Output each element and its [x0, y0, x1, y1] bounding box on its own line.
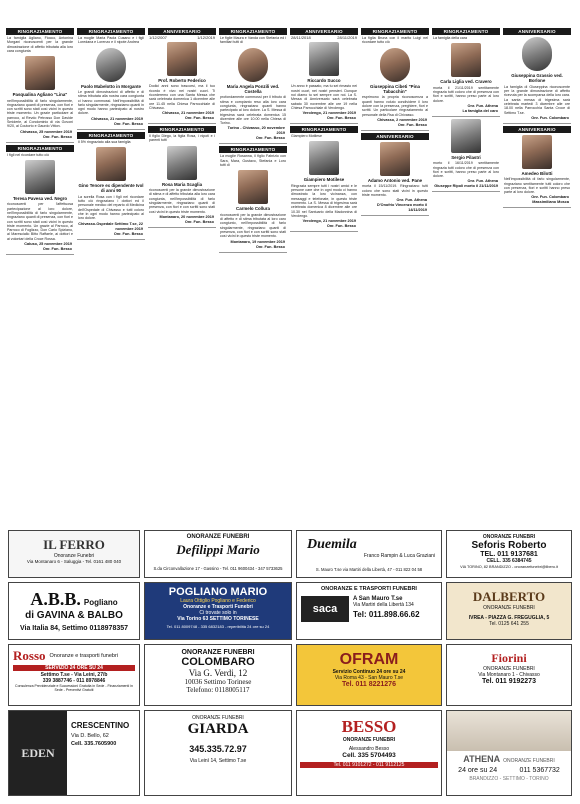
date-start: 28/11/2018: [291, 35, 311, 40]
notice-header: RINGRAZIAMENTO: [148, 126, 216, 133]
ad-name: COLOMBARO: [181, 656, 255, 668]
obituary-notice: [6, 28, 74, 143]
ad-title: IL FERRO: [43, 537, 105, 552]
date-bar: [148, 35, 216, 40]
funeral-home: Onr. Fun. Besso: [113, 121, 143, 126]
ad-heading: [9, 648, 139, 664]
funeral-home: Massimiliano Mosca: [532, 200, 569, 205]
ad-title: ONORANZE E TRASPORTI FUNEBRI: [321, 586, 417, 592]
ad-address: Via Leinì 14, Settimo T.se: [189, 758, 247, 764]
ad-eden: [8, 710, 140, 796]
portrait-photo: [25, 56, 55, 90]
funeral-home: Onr. Fun. Besso: [42, 247, 72, 252]
ad-subtitle: ONORANZE FUNEBRI: [503, 758, 555, 764]
notice-place-date: Onr. Fun. Athena: [467, 179, 498, 184]
funeral-home: Onr. Fun. Besso: [42, 134, 72, 139]
ad-line3: Ci trovate solo in: [199, 610, 237, 616]
ad-phone: Tel. 011 8221276: [342, 681, 396, 688]
notice-body: riconoscenti per l'affettuosa partecipazione al loro dolore, nell'impossibilità di farlo singolarmente, ringraziano quanti di presenza, con fiori e con scritti sono stati così vicini in questo triste momento. Un grazie al Parroco, al Parroco di Foglizzo, Don Carlo Spiziano, al Maresciallo Bitto Raffaele, ai dottori e ai volontari della Croce Rossa.: [7, 202, 73, 241]
ad-line1: Laura Ottiglio Pogliano e Federico: [180, 598, 256, 604]
ad-title: Onoranze e trasporti funebri: [49, 653, 118, 659]
ad-text: [349, 596, 441, 622]
ad-subtitle: ONORANZE FUNEBRI: [342, 737, 396, 743]
portrait-photo: [96, 48, 126, 82]
obituary-column: [148, 28, 216, 528]
notice-place-date: Onr. Fun. Colombaro: [531, 115, 569, 120]
ad-line2: Onoranze e Trasporti Funebri: [183, 604, 253, 610]
funeral-home: Onr. Fun. Besso: [326, 224, 356, 229]
notice-body: La sorella Rosa con i figli nel ricordare tutto ciò ringraziano i dottori ed il personale medico del reparto di Medicina dell'Ospedale di Chivasso e tutti coloro che in ogni modo hanno partecipato al loro dolore.: [78, 194, 144, 221]
obituary-notice: [503, 126, 571, 209]
ad-pogliano-mario: [144, 582, 292, 640]
funeral-home: Onr. Fun. Besso: [255, 136, 285, 141]
notice-intro: Il 5% ringraziato alla sua famiglia: [78, 139, 131, 144]
ad-title: ONORANZE FUNEBRI: [482, 534, 536, 540]
ad-title: ONORANZE FUNEBRI: [186, 534, 250, 540]
notice-place-date: Montanaro, 19 novembre 2019: [230, 239, 285, 244]
ad-address: Via Montanaro 1 - Chivasso: [478, 672, 540, 678]
deceased-name: Paolo Mabelotto in Morgante: [80, 83, 141, 89]
notice-header: RINGRAZIAMENTO: [219, 146, 287, 153]
notice-header: RINGRAZIAMENTO: [432, 28, 500, 35]
obituary-notice: [219, 146, 287, 252]
ad-line4: Via Torino 63 SETTIMO TORINESE: [177, 616, 259, 622]
ad-address: S.da Circonvallazione 17 - Gassino - Tel. 011 9600434 - 347 5733625: [153, 565, 283, 571]
ad-fiorini: [446, 644, 572, 706]
ad-colombaro: [144, 644, 292, 706]
ad-il-ferro: [8, 530, 140, 578]
ad-defilippi: [144, 530, 292, 578]
obituary-notice: [432, 119, 500, 193]
ad-phone: Cell. 335 5704493: [342, 752, 396, 759]
ad-title: POGLIANO MARIO: [168, 586, 268, 598]
deceased-name: Adamo Antonio ved. Pane: [367, 177, 423, 183]
deceased-name: Giuseppina Cibeti "Pina Tabacchin": [370, 83, 420, 94]
ad-ofram: [296, 644, 442, 706]
ad-name: Defilippi Mario: [176, 541, 260, 557]
obituary-notice: [77, 132, 145, 240]
portrait-photo: [167, 146, 197, 180]
ad-address: VIA TORINO, 82 BRANDIZZO - onoranzefunebri@libero.it: [460, 565, 558, 569]
ad-title: DALBERTO: [472, 589, 546, 604]
funeral-home: Onr. Fun. Besso: [255, 244, 285, 249]
ad-address: Via G. Verdi, 12: [188, 668, 248, 678]
ad-subtitle: Onoranze Funebri: [53, 553, 95, 559]
date-end: 1/12/2019: [197, 35, 215, 40]
obituary-notice: [361, 133, 429, 216]
ad-address: Via Roma 43 - San Mauro T.se: [334, 675, 404, 681]
date-start: 1/12/2007: [149, 35, 167, 40]
portrait-photo: [96, 147, 126, 181]
ad-address: Via Montanaro 6 - Saluggia - Tel. 0161 480 040: [26, 559, 122, 564]
ad-address: Via Italia 84, Settimo 0118978357: [19, 625, 129, 632]
obituary-notice: [432, 28, 500, 117]
ad-san-mauro: [296, 582, 442, 640]
notice-place-date: Chivasso, 21 novembre 2019: [162, 111, 214, 116]
portrait-photo: [238, 170, 268, 204]
notice-place-date: Verolengo, 21 novembre 2019: [302, 219, 356, 224]
notice-header: RINGRAZIAMENTO: [6, 145, 74, 152]
funeral-home: Onr. Fun. Besso: [326, 116, 356, 121]
notice-header: RINGRAZIAMENTO: [6, 28, 74, 35]
ad-abb: [8, 582, 140, 640]
ad-phone: Cell. 335.7605900: [71, 741, 117, 747]
funeral-home: Giuseppe Ripoli morto il 21/11/2019: [434, 184, 498, 189]
notice-body: Ringrazia sempre tutti i nostri amici e le persone care che in ogni modo ci hanno dimostrato la loro vicinanza, con messaggi e telefonate, in questo triste momento. La S. Messa di trigesima sarà celebrata domenica 8 dicembre alle ore 10.30 nel Santuario della Madonnina di Verolengo.: [291, 183, 357, 218]
notice-place-date: Onr. Fun. Athena: [396, 198, 427, 203]
notice-place-date: Chivasso, 25 novembre 2019: [20, 129, 72, 134]
obituary-notice: [290, 126, 358, 232]
ad-address: Via D. Bello, 62: [71, 733, 109, 739]
obituary-notice: [503, 28, 571, 124]
ad-phone: Tel: 011.898.66.62: [353, 610, 420, 619]
ad-name: A San Mauro T.se: [353, 596, 403, 602]
deceased-name: Sergio Pilastri: [451, 154, 481, 160]
obituary-column: [77, 28, 145, 528]
notice-header: ANNIVERSARIO: [290, 28, 358, 35]
ad-phone: 345.335.72.97: [189, 744, 247, 754]
ad-heading: [9, 589, 139, 610]
deceased-name: Rosa Maria Scaglia: [161, 181, 203, 187]
obituary-column: [219, 28, 287, 528]
portrait-photo: [522, 135, 552, 169]
notice-intro: Giampiero Motilese: [291, 134, 322, 139]
ad-title: OFRAM: [339, 651, 399, 668]
ad-phone: TEL. 011 9137681: [480, 551, 538, 558]
notice-place-date: Caluso, 25 novembre 2019: [24, 242, 72, 247]
obituary-notice: [361, 28, 429, 131]
ad-title: EDEN: [21, 745, 55, 760]
ad-city: BRANDIZZO - SETTIMO - TORINO: [469, 776, 549, 782]
obituary-column: [503, 28, 571, 528]
ad-phone: Tel. 011 8009748 - 335 6832183 - reperibilità 24 ore su 24: [166, 624, 270, 629]
ad-address: Via Martiri della Libertà 134: [353, 602, 414, 608]
notice-body: morto il 16/11/2019 sentitamente ringrazia tutti coloro che di presenza con fiori e scritti, hanno preso parte al loro dolore.: [433, 161, 499, 179]
notice-place-date: Chivasso, 2 novembre 2019: [377, 117, 427, 122]
ad-text: [67, 711, 139, 795]
obituary-notice: [219, 28, 287, 144]
obituary-column: [361, 28, 429, 528]
obituary-column: [290, 28, 358, 528]
notice-body: riconoscenti per la grande dimostrazione di affetto e di stima tributata al loro caro congiunto, nell'impossibilità di farlo singolarmente, ringraziano quanti di presenza, con fiori e con scritti sono stati così vicini in questo triste momento.: [220, 212, 286, 239]
ad-footer: Consulenza Previdenziale e Successioni Gratuita in Sede - Finanziamenti in Sede - Preventivi Gratuiti: [15, 684, 133, 692]
deceased-name: Carla Liglia ved. Cravero: [440, 79, 492, 85]
ad-title: GIARDA: [187, 721, 249, 737]
date-end: 28/11/2019: [337, 35, 357, 40]
saca-logo: saca: [301, 596, 349, 622]
portrait-photo: [522, 37, 552, 71]
ad-heading: [447, 754, 571, 764]
ad-rosso: [8, 644, 140, 706]
notice-body: Dodici anni sono trascorsi, ma il tuo ricordo è vivo nei nostri cuori. Ti ricorderemo con una Santa Messa che sarà celebrata domenica 1 dicembre alle ore 11.45 nella Chiesa Parrocchiale di Chivasso.: [149, 84, 215, 110]
ad-phone: Tel. 0125 641 255: [489, 621, 529, 627]
obituary-section: [6, 28, 576, 528]
funeral-home: Onr. Fun. Besso: [113, 231, 143, 236]
ad-title: ONORANZE FUNEBRI: [181, 649, 255, 656]
notice-place-date: Chivasso, 21 novembre 2019: [91, 116, 143, 121]
deceased-name: Amedeo Bilotti: [521, 170, 553, 176]
notice-place-date: Onr. Fun. Athena: [467, 103, 498, 108]
funeral-home: La famiglia del caro: [462, 108, 498, 113]
notice-body: La famiglia di Giuseppina riconoscente per la grande dimostrazione di affetto ricevuta per la scomparsa della loro cara. La santa messa di trigesima sarà celebrata martedì 3 dicembre alle ore 18.00 nella Parrocchia Santa Croce di Settimo T.se.: [504, 84, 570, 115]
ad-content: [9, 711, 139, 795]
ad-subtitle: Servizio Continuo 24 ore su 24: [332, 669, 406, 675]
notice-place-date: Montanaro, 20 novembre 2019: [159, 214, 214, 219]
ad-phone: Telefono: 0118005117: [186, 686, 250, 694]
ad-giarda: [144, 710, 292, 796]
notice-body: morta il 21/11/2019 sentitamente ringrazia tutti coloro che di presenza con fiori e scritti, hanno preso parte al loro dolore.: [433, 85, 499, 103]
funeral-home: Onr. Fun. Besso: [397, 122, 427, 127]
ad-subtitle: Pogliano: [83, 598, 118, 607]
ad-address: S. Mauro T.se via Martiri della Libertà, 47 - 011 822 04 58: [315, 567, 423, 572]
portrait-photo: [309, 141, 339, 175]
ad-image: [447, 711, 571, 751]
notice-header: RINGRAZIAMENTO: [219, 28, 287, 35]
notice-body: nell'impossibilità di farlo singolarmente, ringraziano quanti di presenza, con fiori e con scritti sono stati così vicini in questo triste momento. Un grazie particolare al parroco, al Revdo Petrosso Don Davide Smiderle, al Condominio di via Govoni 9/20, al Coutorto e Gaurdo Vitton.: [7, 98, 73, 129]
notice-header: ANNIVERSARIO: [503, 28, 571, 35]
notice-intro: I figli nel ricordare tutto ciò: [7, 152, 49, 157]
obituary-notice: [6, 145, 74, 255]
notice-body: Un anno è passato, ma tu sei rimasto nei nostri cuori, nei nostri pensieri. Dunque noi diamo tu sei sempre con noi. La S. Messa di Anniversario sarà celebrata sabato 30 novembre alle ore 19 nella Chiesa Parrocchiale di Verolengo.: [291, 84, 357, 110]
ad-subtitle: Franco Rampin & Luca Graziani: [363, 553, 435, 559]
ad-dalberto: [446, 582, 572, 640]
notice-header: ANNIVERSARIO: [361, 133, 429, 140]
notice-intro: La figlia Bruna con il marito Luigi nel ricordare tutto ciò: [362, 36, 428, 45]
notice-header: RINGRAZIAMENTO: [77, 28, 145, 35]
ad-seforis: [446, 530, 572, 578]
ad-logo: [9, 711, 67, 795]
ad-title: BESSO: [341, 717, 397, 736]
ad-phone: 011 5367732: [519, 767, 560, 774]
deceased-name: Giuseppina Grassio ved. Borlone: [511, 73, 563, 84]
ad-name: Alessandro Besso: [348, 746, 390, 752]
notice-intro: La famiglia Agliano, Fiocco, Antonina Morgani riconoscenti per la grande dimostrazione di affetto tributata alla loro cara congiunta: [7, 36, 73, 53]
notice-intro: La moglie Rosanna, il figlio Fabrizio con Sara, Mara, Gustavo, Stefania e Loro tutti di: [220, 154, 286, 168]
ad-subtitle: ONORANZE FUNEBRI: [483, 605, 535, 611]
notice-body: Le grandi dimostrazioni di affetto e di stima tributata alla nostra cara congiunta ci hanno commossi. Nell'impossibilità di farlo singolarmente, ringraziamo quanti in ogni modo hanno partecipato al nostro dolore.: [78, 90, 144, 116]
deceased-name: Pasqualina Agliano "Lina": [12, 92, 68, 98]
notice-intro: La moglie Maria Paola Cusano e i figli Loredana e Lorenzo e il nipote Andrea: [78, 36, 144, 45]
notice-body: esprimono la propria riconoscenza a quanti hanno voluto condividere il loro dolore con la presenza, preghiere, fiori e scritti. Un particolare ringraziamento al personale della Rsa di Chivasso.: [362, 95, 428, 117]
notice-body: profondamente commossi per il tributo di stima e compianto reso alla loro cara congiunta, ringraziano quanti hanno partecipato al loro dolore. La S. Messa di trigesima sarà celebrata domenica 15 dicembre alle ore 10.00 nella Chiesa di Torino.: [220, 95, 286, 126]
deceased-name: Giampiero Motilese: [303, 177, 345, 183]
deceased-name: Gino Tenore ex dipendente Ivol di anni 90: [78, 183, 144, 194]
date-bar: [290, 35, 358, 40]
ad-content: [297, 596, 441, 622]
ad-subtitle: ONORANZE FUNEBRI: [483, 666, 535, 672]
portrait-photo: [309, 42, 339, 76]
notice-body: Nell'impossibilità di farlo singolarmente, ringraziano sentitamente tutti coloro che con presenza, fiori e scritti hanno preso parte al loro dolore.: [504, 177, 570, 195]
ad-name: Rosso: [13, 648, 46, 663]
notice-intro: Il figlio Diego, la figlia Rosa, i nipoti e i parenti tutti: [149, 134, 215, 143]
notice-header: ANNIVERSARIO: [503, 126, 571, 133]
ad-contact: [447, 767, 571, 774]
portrait-photo: [451, 119, 481, 153]
ad-note: 24 ore su 24: [458, 767, 498, 774]
notice-intro: La famiglia della cara: [433, 36, 467, 40]
obituary-column: [6, 28, 74, 528]
ad-phone: Tel. 011 9192273: [482, 678, 536, 685]
ad-note: SERVIZIO 24 ORE SU 24: [13, 665, 135, 671]
portrait-photo: [380, 142, 410, 176]
notice-body: riconoscenti per la grande dimostrazione di stima e di affetto tributata alla loro cara congiunta, nell'impossibilità di farlo singolarmente, ringraziano quanti di presenza, con fiori e con scritti sono stati così vicini in questo triste momento.: [149, 188, 215, 214]
deceased-name: Maria Angela Ponzili ved. Costella: [226, 83, 280, 94]
ad-city: IVREA - PIAZZA G. FREGUGLIA, 5: [468, 615, 550, 621]
ad-subtitle: ONORANZE FUNEBRI: [192, 715, 244, 721]
ad-city: 10036 Settimo Torinese: [184, 678, 252, 686]
ad-name: Seforis Roberto: [471, 540, 547, 551]
notice-place-date: Onr. Fun. Colombaro: [531, 195, 569, 200]
notice-header: RINGRAZIAMENTO: [77, 132, 145, 139]
notice-place-date: Verolengo, 21 novembre 2019: [302, 111, 356, 116]
ad-title: Fiorini: [491, 651, 527, 665]
portrait-photo: [167, 42, 197, 76]
ad-title: A.B.B.: [30, 589, 81, 609]
deceased-name: Carmelo Collura: [236, 206, 270, 212]
funeral-home: Onr. Fun. Besso: [184, 116, 214, 121]
notice-body: morta il 15/11/2019. Ringraziano tutti coloro che sono stati vicini in questo triste momento.: [362, 184, 428, 197]
ad-subtitle: CRESCENTINO: [71, 721, 130, 730]
ad-name: di GAVINA & BALBO: [25, 610, 123, 621]
obituary-notice: [290, 28, 358, 124]
ad-duemila: [296, 530, 442, 578]
portrait-photo: [380, 48, 410, 82]
deceased-name: Riccardo Succo: [307, 78, 341, 83]
ad-cell: CELL. 335 6384745: [486, 558, 532, 564]
notice-place-date: Chivasso-Ospedale Settimo T.se, 22 novembre 2019: [78, 221, 143, 231]
ad-title: Duemila: [307, 537, 357, 552]
portrait-photo: [238, 48, 268, 82]
obituary-column: [432, 28, 500, 528]
deceased-name: Teresa Pavesa ved. Negro: [12, 195, 68, 201]
ad-athena: [446, 710, 572, 796]
funeral-home: D'Onofrio Vincenzo morto il 14/11/2019: [377, 203, 427, 213]
ad-tel: Tel. 011 9101272 - 011 9112125: [300, 762, 438, 768]
notice-header: ANNIVERSARIO: [148, 28, 216, 35]
funeral-home: Onr. Fun. Besso: [184, 219, 214, 224]
ad-phone: Settimo T.se - Via Leini, 27/b: [40, 672, 108, 678]
notice-header: RINGRAZIAMENTO: [361, 28, 429, 35]
ad-besso: [296, 710, 442, 796]
deceased-name: Prof. Roberto Federico: [158, 78, 206, 83]
notice-intro: Le figlie Maura e Vanda con Stefania ed i familiari tutti di: [220, 36, 286, 45]
portrait-photo: [451, 43, 481, 77]
portrait-photo: [25, 160, 55, 194]
notice-place-date: Torino - Chivasso, 20 novembre 2019: [227, 126, 285, 136]
obituary-notice: [77, 28, 145, 130]
notice-header: RINGRAZIAMENTO: [290, 126, 358, 133]
ad-title: ATHENA: [463, 754, 501, 764]
obituary-notice: [148, 28, 216, 124]
obituary-notice: [148, 126, 216, 228]
ad-tel: 339 3887746 - 011 8978846: [42, 678, 106, 684]
